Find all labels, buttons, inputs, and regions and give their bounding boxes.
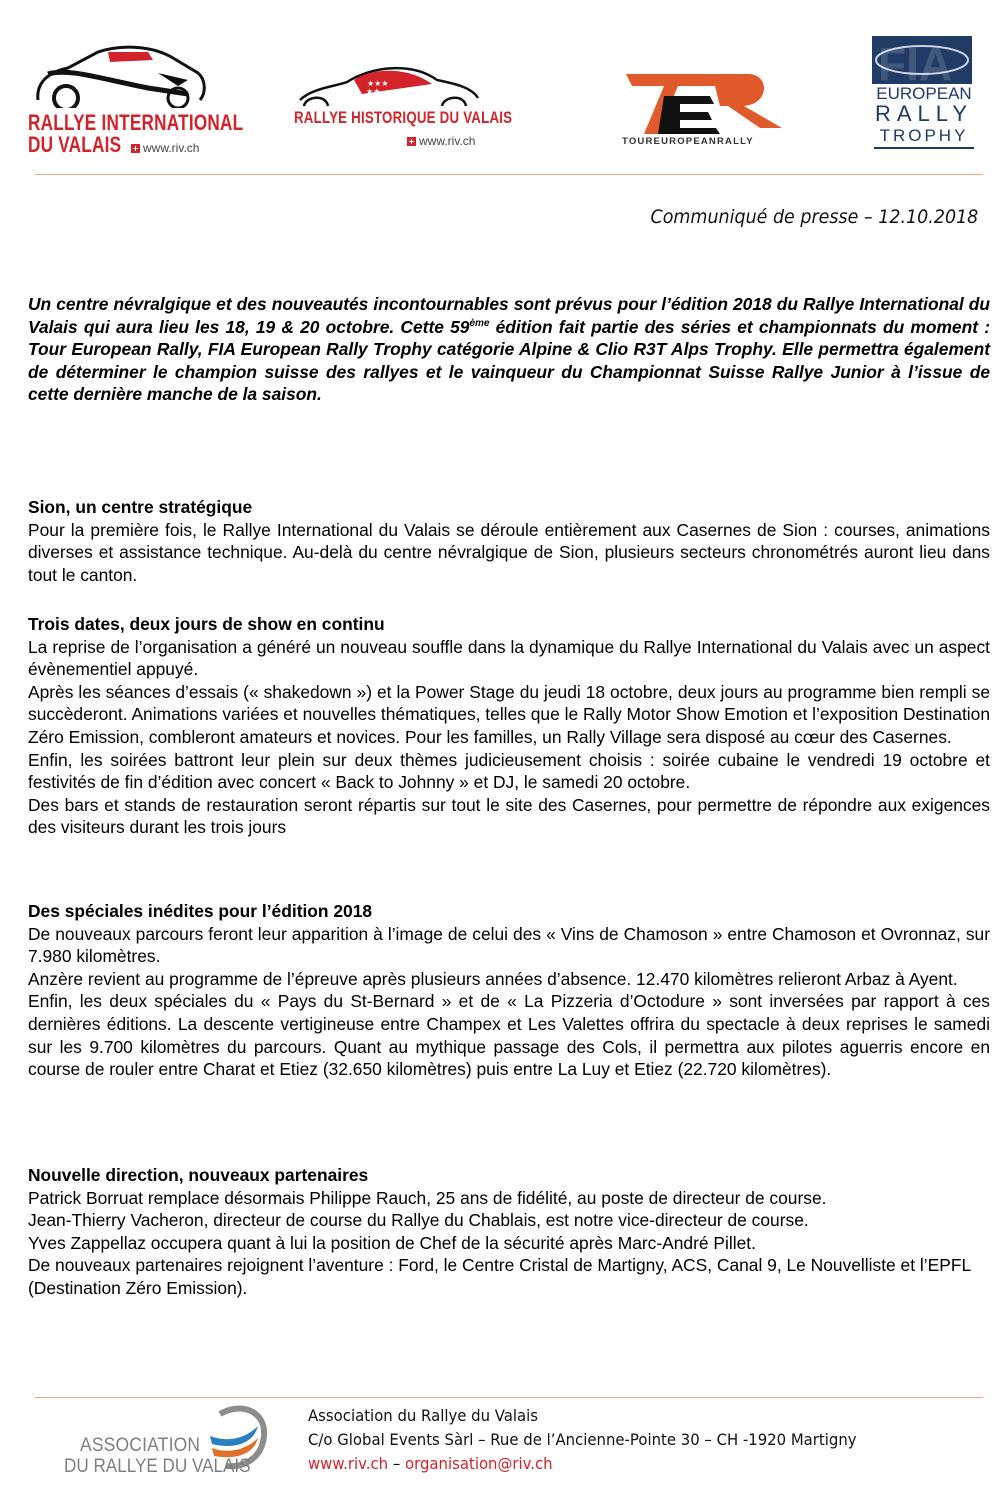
- logo-riv-line1: RALLYE INTERNATIONAL: [28, 110, 244, 135]
- intro-paragraph: Un centre névralgique et des nouveautés incontournables sont prévus pour l’édition 2018 du Rallye International du Valais qui aura lieu les 18, 19 & 20 octobre. Cette 59ème édition fait partie des séries et championnats du moment : Tour European Rally, FIA European Rally Trophy catégorie Alpine & Clio R3T Alps Trophy. Elle permettra également de déterminer le champion suisse des rallyes et le vainqueur du Championnat Suisse Rallye Junior à l’issue de cette dernière manche de la saison.: [28, 294, 990, 405]
- section-speciales: [28, 900, 990, 1081]
- ter-tagline: TOUREUROPEANRALLY: [622, 136, 754, 147]
- section-paragraph: Enfin, les deux spéciales du « Pays du St-Bernard » et de « La Pizzeria d’Octodure » sont inversées par rapport à ces dernières éditions. La descente vertigineuse entre Champex et Les Valettes offrira du spectacle à deux reprises le samedi sur les 9.700 kilomètres du parcours. Quant au mythique passage des Cols, il permettra aux pilotes aguerris encore en course de rouler entre Charat et Etiez (32.650 kilomètres) puis entre La Luy et Etiez (22.720 kilomètres).: [28, 991, 990, 1080]
- svg-text:★★: ★★: [366, 87, 381, 96]
- section-paragraph: De nouveaux parcours feront leur apparition à l’image de celui des « Vins de Chamoson » entre Chamoson et Ovronnaz, sur 7.980 kilomètres.: [28, 923, 990, 967]
- section-title: Sion, un centre stratégique: [28, 497, 253, 517]
- section-title: Nouvelle direction, nouveaux partenaires: [28, 1165, 369, 1185]
- fia-line2: RALLY: [874, 101, 974, 126]
- section-title: Trois dates, deux jours de show en continu: [28, 614, 385, 634]
- classic-car-icon: [292, 58, 482, 108]
- fia-line3: TROPHY: [879, 126, 969, 145]
- section-direction: [28, 1164, 990, 1300]
- svg-text:★★★: ★★★: [367, 79, 389, 88]
- logo-tour-european-rally: [620, 70, 790, 150]
- fia-line1: EUROPEAN: [876, 84, 972, 103]
- section-paragraph: Jean-Thierry Vacheron, directeur de course du Rallye du Chablais, est notre vice-directeur de course.: [28, 1210, 809, 1231]
- fia-underline: [874, 147, 974, 149]
- footer-contact: [308, 1404, 857, 1476]
- fia-logo-mark-icon: [870, 30, 978, 86]
- section-trois-dates: [28, 613, 990, 839]
- logo-fia-european-rally-trophy: [868, 30, 976, 150]
- assoc-logo-line2: DU RALLYE DU VALAIS: [64, 1456, 251, 1477]
- logo-rallye-international-du-valais: [28, 38, 244, 158]
- footer-divider: [35, 1397, 983, 1398]
- section-paragraph: Yves Zappellaz occupera quant à lui la position de Chef de la sécurité après Marc-André Pillet.: [28, 1232, 756, 1253]
- press-release-date: Communiqué de presse – 12.10.2018: [650, 206, 978, 228]
- ter-logo-mark-icon: [620, 70, 790, 134]
- section-paragraph: Patrick Borruat remplace désormais Philippe Rauch, 25 ans de fidélité, au poste de directeur de course.: [28, 1187, 827, 1208]
- section-paragraph: Pour la première fois, le Rallye International du Valais se déroule entièrement aux Casernes de Sion : courses, animations diverses et assistance technique. Au-delà du centre névralgique de Sion, plusieurs secteurs chronométrés auront lieu dans tout le canton.: [28, 519, 990, 585]
- logo-rhv-url: www.riv.ch: [407, 134, 475, 148]
- section-paragraph: Après les séances d’essais (« shakedown ») et la Power Stage du jeudi 18 octobre, deux jours au programme bien rempli se succèderont. Animations variées et nouvelles thématiques, telles que le Rally Motor Show Emotion et l’exposition Destination Zéro Emission, combleront amateurs et novices. Pour les familles, un Rally Village sera disposé au cœur des Casernes.: [28, 681, 990, 747]
- assoc-logo-line1: ASSOCIATION: [80, 1435, 201, 1456]
- section-paragraph: Enfin, les soirées battront leur plein sur deux thèmes judicieusement choisis : soirée cubaine le vendredi 19 octobre et festivités de fin d’édition avec concert « Back to Johnny » et DJ, le samedi 20 octobre.: [28, 749, 990, 793]
- footer-links: [308, 1452, 857, 1476]
- section-title: Des spéciales inédites pour l’édition 2018: [28, 901, 373, 921]
- logo-association-rallye-valais: [64, 1402, 268, 1482]
- footer-address: C/o Global Events Sàrl – Rue de l’Ancienne-Pointe 30 – CH -1920 Martigny: [308, 1430, 857, 1449]
- section-paragraph: Des bars et stands de restauration seront répartis sur tout le site des Casernes, pour permettre de répondre aux exigences des visiteurs durant les trois jours: [28, 794, 990, 838]
- header-divider: [35, 174, 983, 175]
- logo-rallye-historique-du-valais: [292, 58, 513, 158]
- logo-rhv-line1: RALLYE HISTORIQUE DU VALAIS: [294, 108, 513, 127]
- logo-riv-url: www.riv.ch: [131, 141, 199, 155]
- footer-org-name: Association du Rallye du Valais: [308, 1406, 539, 1425]
- logo-riv-line2: DU VALAIS: [28, 132, 122, 157]
- swiss-flag-icon: [131, 144, 140, 153]
- swiss-flag-icon: [407, 137, 416, 146]
- section-paragraph: La reprise de l’organisation a généré un nouveau souffle dans la dynamique du Rallye International du Valais avec un aspect évènementiel appuyé.: [28, 636, 990, 680]
- section-sion: [28, 496, 990, 586]
- website-link[interactable]: www.riv.ch: [308, 1454, 389, 1473]
- section-paragraph: De nouveaux partenaires rejoignent l’aventure : Ford, le Centre Cristal de Martigny, ACS, Canal 9, Le Nouvelliste et l’EPFL (Destination Zéro Emission).: [28, 1255, 971, 1298]
- email-link[interactable]: organisation@riv.ch: [405, 1454, 553, 1473]
- svg-text:FIA: FIA: [878, 38, 953, 86]
- rally-car-icon: [28, 38, 208, 108]
- footer-separator: –: [388, 1454, 406, 1473]
- section-paragraph: Anzère revient au programme de l’épreuve après plusieurs années d’absence. 12.470 kilomètres relieront Arbaz à Ayent.: [28, 968, 958, 989]
